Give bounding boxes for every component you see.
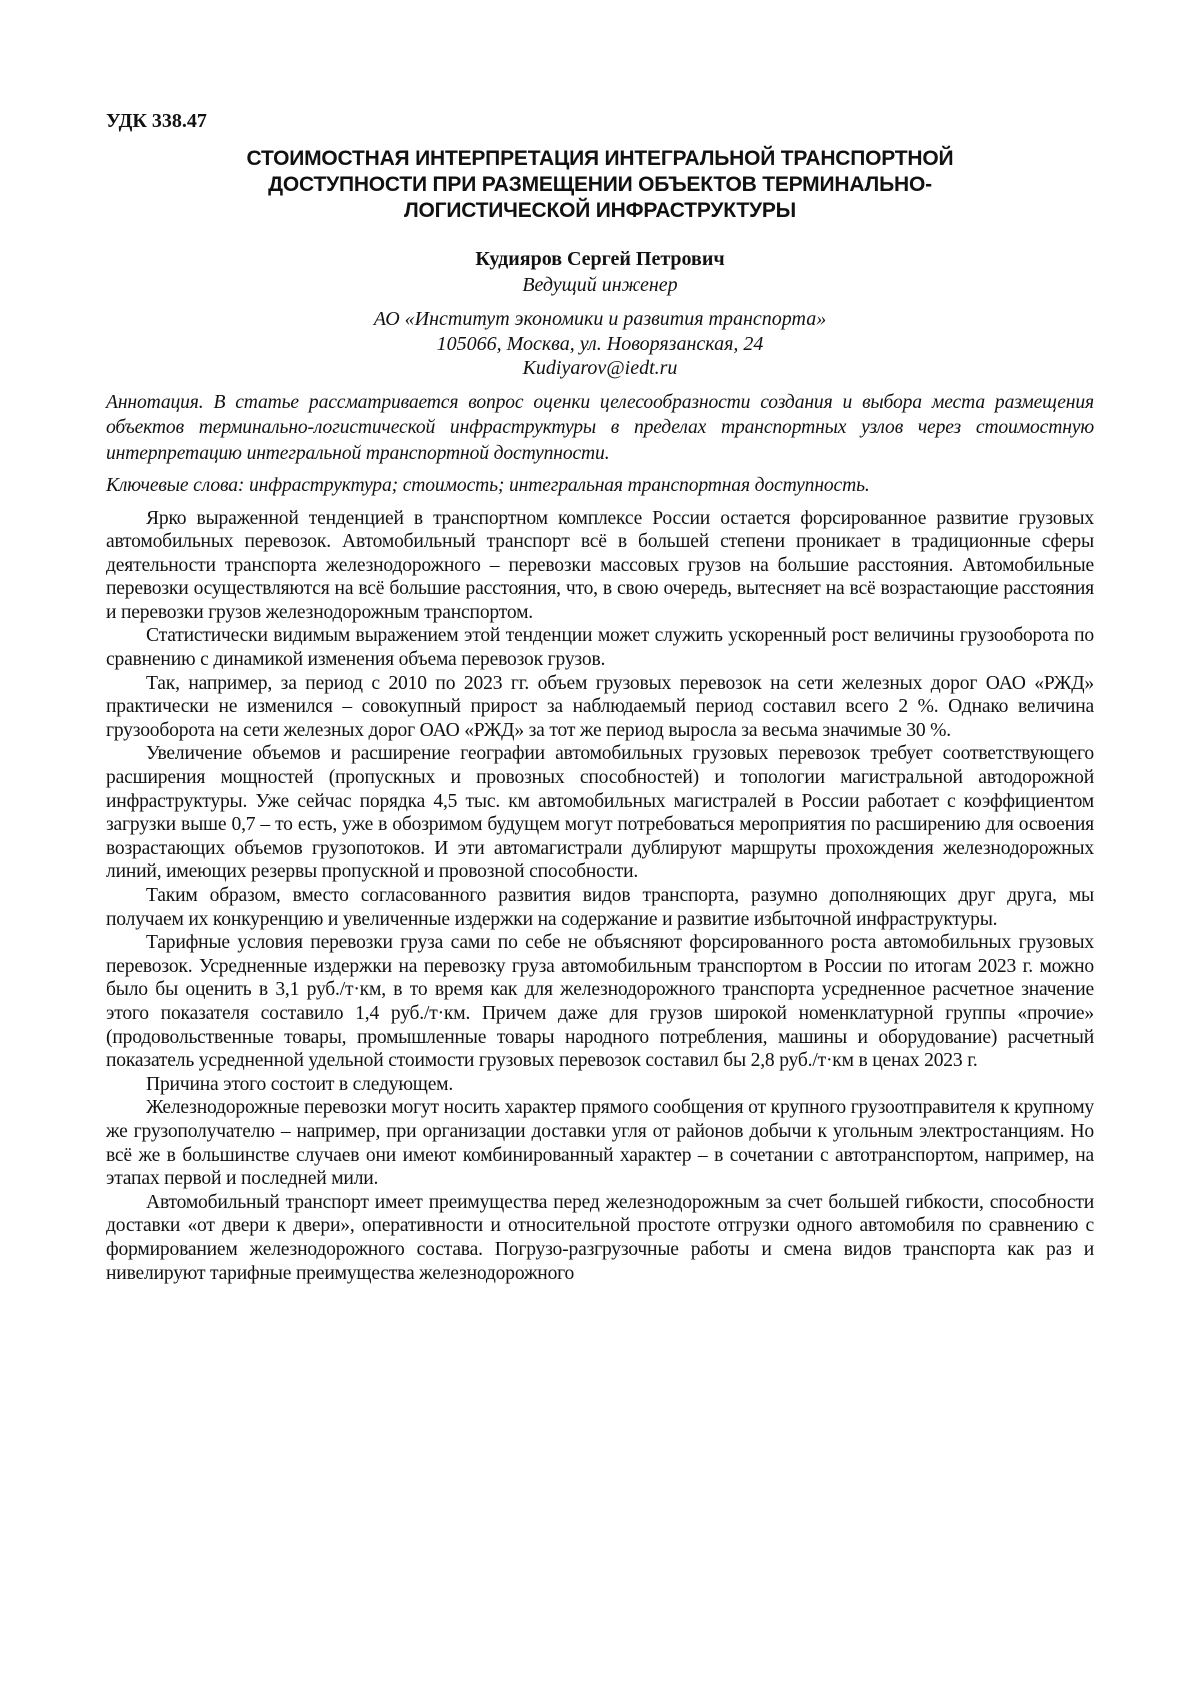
title-line: ДОСТУПНОСТИ ПРИ РАЗМЕЩЕНИИ ОБЪЕКТОВ ТЕРМИНАЛЬНО- bbox=[268, 173, 932, 196]
paragraph: Тарифные условия перевозки груза сами по себе не объясняют форсированного роста автомобильных грузовых перевозок. Усредненные издержки на перевозку груза автомобильным транспортом в России по итогам 2023 г. можно было бы оценить в 3,1 руб./т·км, в то время как для железнодорожного транспорта усредненное расчетное значение этого показателя составило 1,4 руб./т·км. Причем даже для грузов широкой номенклатурной группы «прочие» (продовольственные товары, промышленные товары народного потребления, машины и оборудование) расчетный показатель усредненной удельной стоимости грузовых перевозок составил бы 2,8 руб./т·км в ценах 2023 г. bbox=[106, 932, 1094, 1072]
title-line: СТОИМОСТНАЯ ИНТЕРПРЕТАЦИЯ ИНТЕГРАЛЬНОЙ ТРАНСПОРТНОЙ bbox=[246, 147, 954, 170]
paragraph: Причина этого состоит в следующем. bbox=[146, 1073, 454, 1095]
paragraph: Таким образом, вместо согласованного развития видов транспорта, разумно дополняющих друг друга, мы получаем их конкуренцию и увеличенные издержки на содержание и развитие избыточной инфраструктуры. bbox=[106, 885, 1094, 930]
document-page bbox=[106, 108, 1094, 1285]
organization: АО «Институт экономики и развития транспорта» bbox=[373, 308, 827, 330]
paragraph: Ярко выраженной тенденцией в транспортном комплексе России остается форсированное развитие грузовых автомобильных перевозок. Автомобильный транспорт всё в большей степени проникает в традиционные сферы деятельности транспорта железнодорожного – перевозки массовых грузов на большие расстояния. Автомобильные перевозки осуществляются на всё большие расстояния, что, в свою очередь, вытесняет на всё возрастающие расстояния и перевозки грузов железнодорожным транспортом. bbox=[106, 507, 1094, 623]
address: 105066, Москва, ул. Новорязанская, 24 bbox=[436, 332, 764, 355]
author-position: Ведущий инженер bbox=[522, 274, 678, 296]
title-line: ЛОГИСТИЧЕСКОЙ ИНФРАСТРУКТУРЫ bbox=[403, 199, 797, 222]
abstract: Аннотация. В статье рассматривается вопрос оценки целесообразности создания и выбора места размещения объектов терминально-логистической инфраструктуры в пределах транспортных узлов через стоимостную интерпретацию интегральной транспортной доступности. bbox=[106, 391, 1094, 464]
author-name: Кудияров Сергей Петрович bbox=[475, 248, 725, 270]
affiliation bbox=[106, 307, 1094, 381]
email: Kudiyarov@iedt.ru bbox=[522, 357, 678, 379]
paragraph: Увеличение объемов и расширение географии автомобильных грузовых перевозок требует соответствующего расширения мощностей (пропускных и провозных способностей) и топологии магистральной автодорожной инфраструктуры. Уже сейчас порядка 4,5 тыс. км автомобильных магистралей в России работает с коэффициентом загрузки выше 0,7 – то есть, уже в обозримом будущем могут потребоваться мероприятия по расширению для освоения возрастающих объемов грузопотоков. И эти автомагистрали дублируют маршруты прохождения железнодорожных линий, имеющих резервы пропускной и провозной способности. bbox=[106, 743, 1094, 883]
udk-code: УДК 338.47 bbox=[106, 110, 207, 132]
paragraph: Железнодорожные перевозки могут носить характер прямого сообщения от крупного грузоотправителя к крупному же грузополучателю – например, при организации доставки угля от районов добычи к угольным электростанциям. Но всё же в большинстве случаев они имеют комбинированный характер – в сочетании с автотранспортом, например, на этапах первой и последней мили. bbox=[106, 1097, 1094, 1190]
keywords: Ключевые слова: инфраструктура; стоимость; интегральная транспортная доступность. bbox=[106, 475, 870, 496]
article-title bbox=[106, 146, 1094, 224]
paragraph: Автомобильный транспорт имеет преимущества перед железнодорожным за счет большей гибкости, способности доставки «от двери к двери», оперативности и относительной простоте отгрузки одного автомобиля по сравнению с формированием железнодорожного состава. Погрузо-разгрузочные работы и смена видов транспорта как раз и нивелируют тарифные преимущества железнодорожного bbox=[106, 1191, 1094, 1284]
paragraph: Так, например, за период с 2010 по 2023 гг. объем грузовых перевозок на сети железных дорог ОАО «РЖД» практически не изменился – совокупный прирост за наблюдаемый период составил всего 2 %. Однако величина грузооборота на сети железных дорог ОАО «РЖД» за тот же период выросла за весьма значимые 30 %. bbox=[106, 672, 1094, 741]
paragraph: Статистически видимым выражением этой тенденции может служить ускоренный рост величины грузооборота по сравнению с динамикой изменения объема перевозок грузов. bbox=[106, 625, 1094, 671]
article-body bbox=[106, 507, 1094, 1286]
